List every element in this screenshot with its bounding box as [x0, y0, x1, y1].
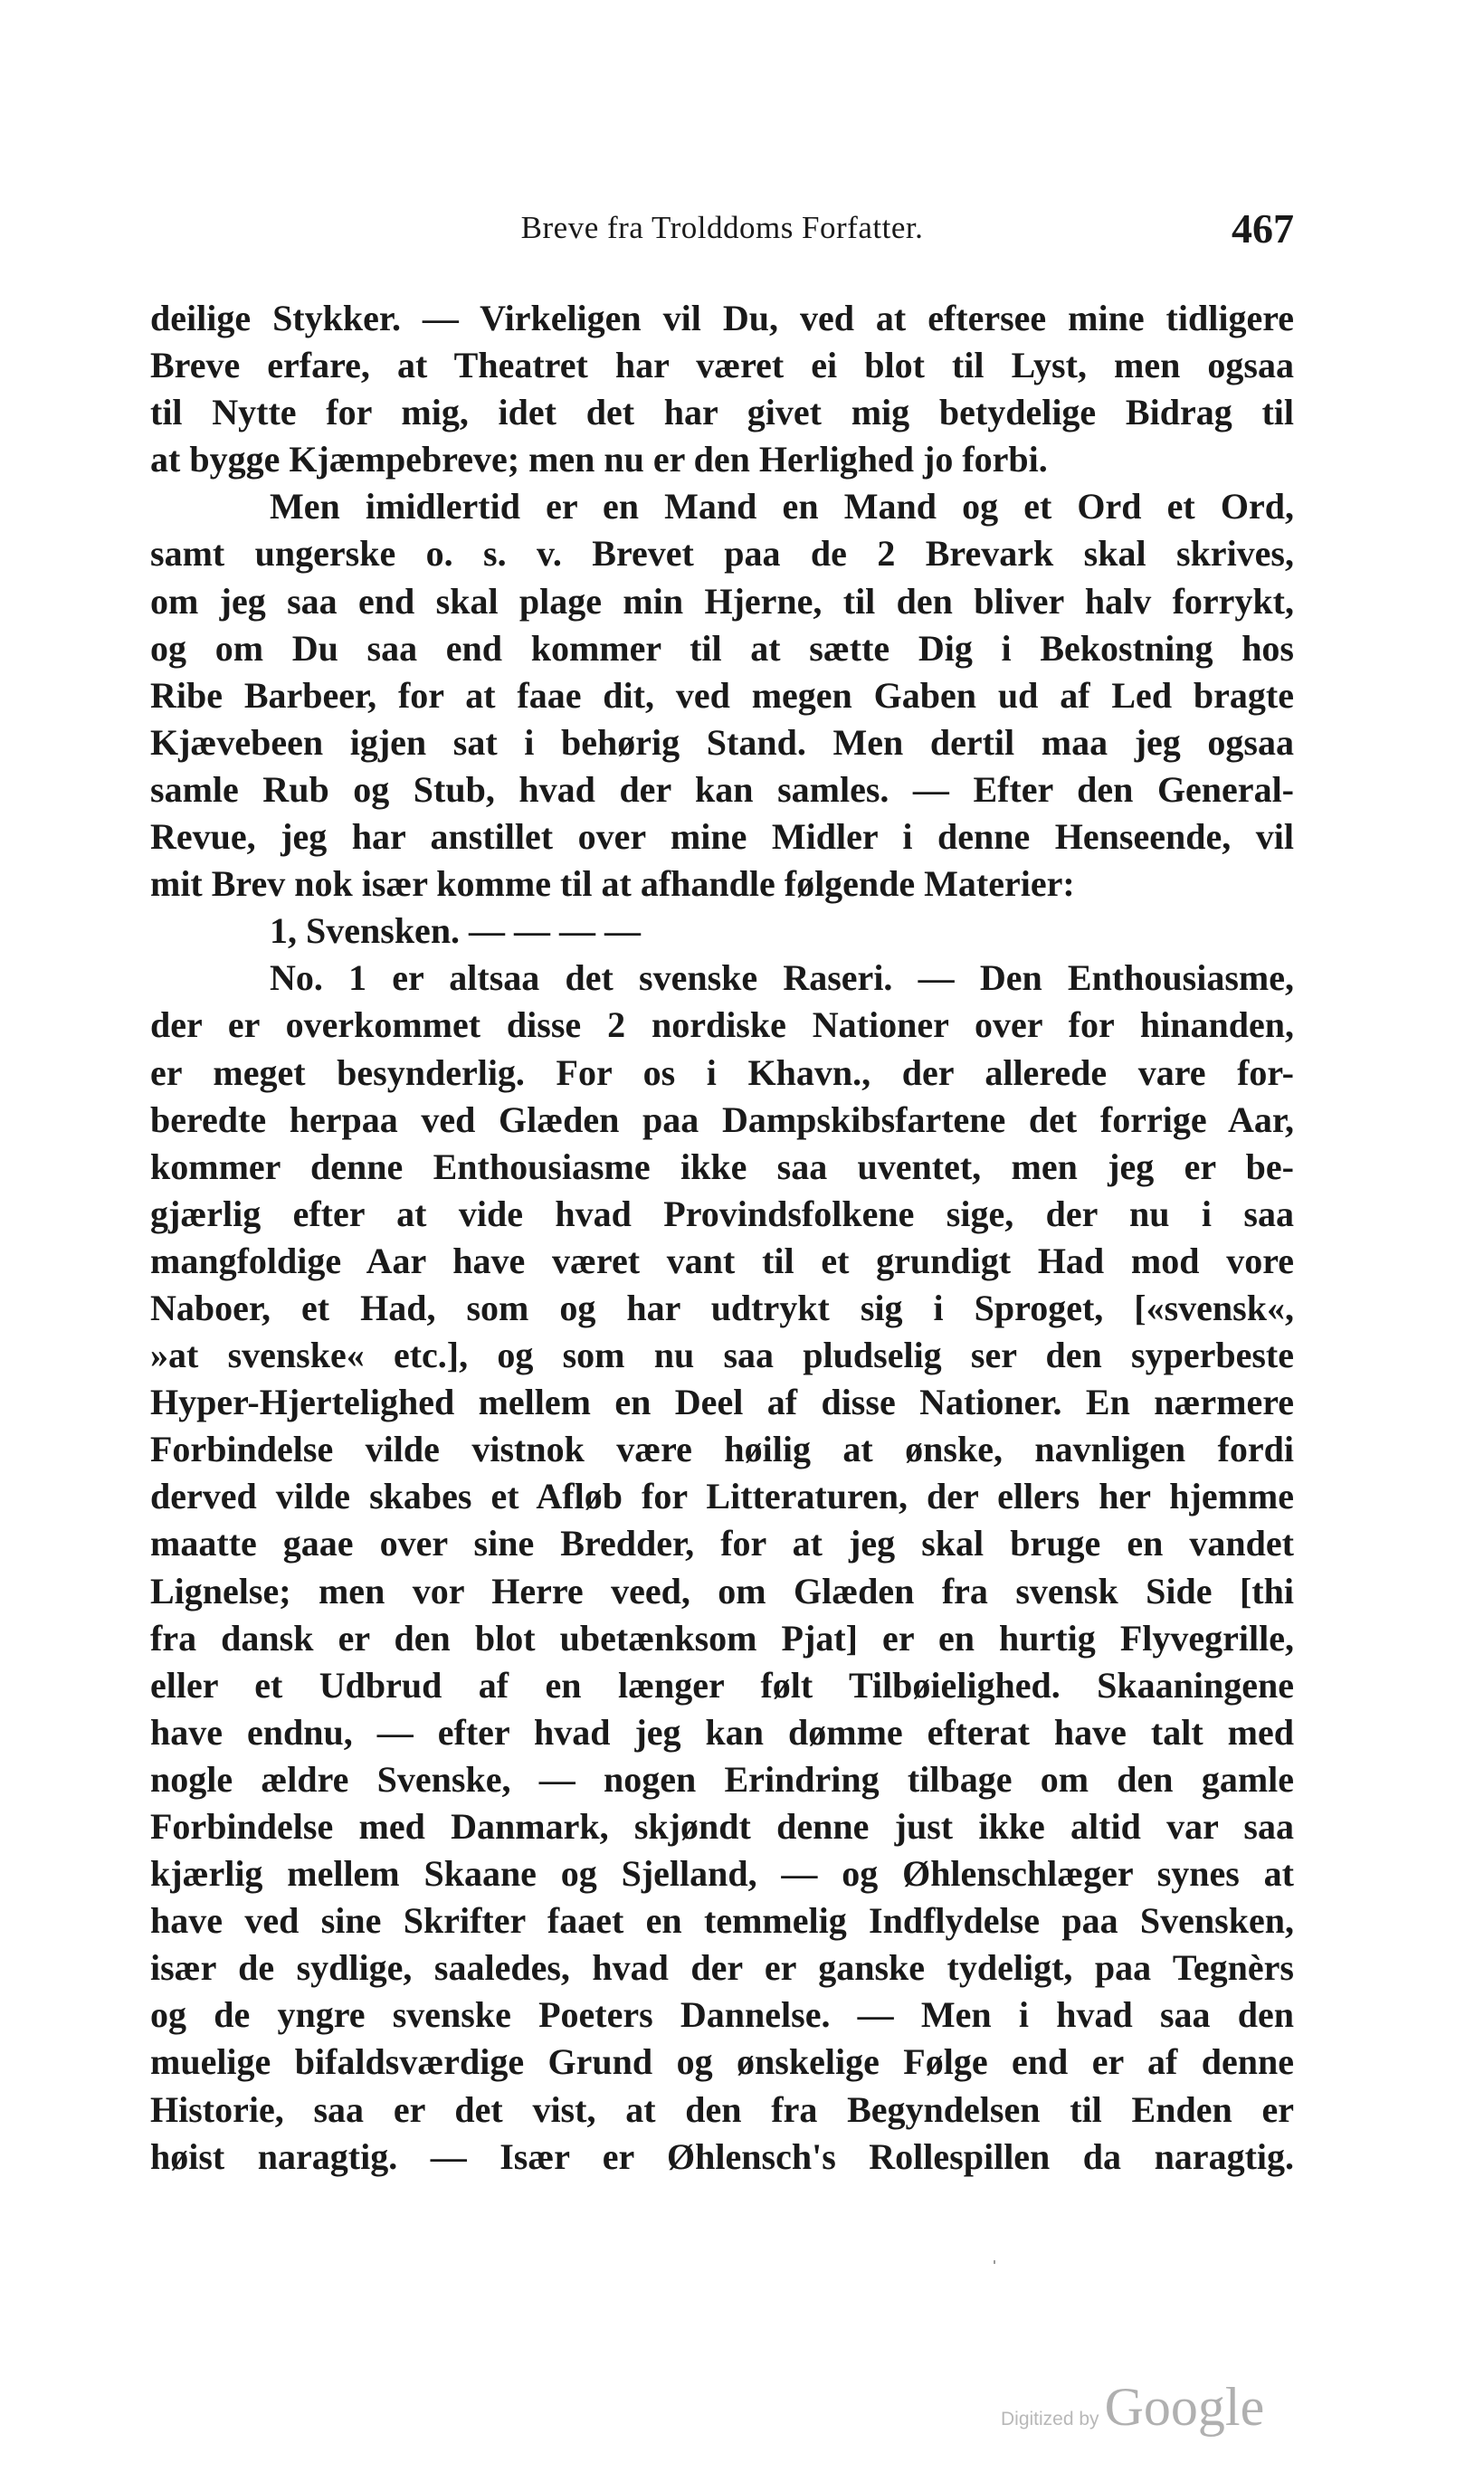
text-line: samle Rub og Stub, hvad der kan samles. — Efter den General-: [150, 768, 1294, 810]
running-header: [150, 205, 1294, 273]
text-line: nogle ældre Svenske, — nogen Erindring tilbage om den gamle: [150, 1758, 1294, 1800]
text-line: til Nytte for mig, idet det har givet mig betydelige Bidrag til: [150, 392, 1294, 433]
text-line: »at svenske« etc.], og som nu saa pludselig ser den syperbeste: [150, 1335, 1294, 1376]
text-line: at bygge Kjæmpebreve; men nu er den Herlighed jo forbi.: [150, 439, 1048, 480]
text-line: have endnu, — efter hvad jeg kan dømme efterat have talt med: [150, 1711, 1294, 1753]
text-line: Historie, saa er det vist, at den fra Begyndelsen til Enden er: [150, 2088, 1294, 2130]
text-line: kommer denne Enthousiasme ikke saa uventet, men jeg er be-: [150, 1146, 1294, 1187]
text-line: derved vilde skabes et Afløb for Litteraturen, der ellers her hjemme: [150, 1476, 1294, 1517]
text-line: Kjævebeen igjen sat i behørig Stand. Men dertil maa jeg ogsaa: [150, 721, 1294, 763]
text-line: beredte herpaa ved Glæden paa Dampskibsfartene det forrige Aar,: [150, 1098, 1294, 1140]
text-line: deilige Stykker. — Virkeligen vil Du, ved at eftersee mine tidligere: [150, 298, 1294, 338]
text-line: maatte gaae over sine Bredder, for at jeg skal bruge en vandet: [150, 1523, 1294, 1564]
text-line: Lignelse; men vor Herre veed, om Glæden fra svensk Side [thi: [150, 1570, 1294, 1612]
text-line: om jeg saa end skal plage min Hjerne, til den bliver halv forrykt,: [150, 580, 1294, 622]
text-line: Forbindelse med Danmark, skjøndt denne just ikke altid var saa: [150, 1806, 1294, 1847]
text-line: Ribe Barbeer, for at faae dit, ved megen Gaben ud af Led bragte: [150, 674, 1294, 716]
text-line: kjærlig mellem Skaane og Sjelland, — og Øhlenschlæger synes at: [150, 1853, 1294, 1895]
text-line: samt ungerske o. s. v. Brevet paa de 2 Brevark skal skrives,: [150, 533, 1294, 575]
text-line: fra dansk er den blot ubetænksom Pjat] er en hurtig Flyvegrille,: [150, 1617, 1294, 1659]
text-line: Hyper-Hjertelighed mellem en Deel af disse Nationer. En nærmere: [150, 1382, 1294, 1423]
text-line: der er overkommet disse 2 nordiske Nationer over for hinanden,: [150, 1004, 1294, 1046]
body-text: [150, 295, 1294, 2181]
text-line: 1, Svensken. — — — —: [270, 910, 642, 952]
text-line: gjærlig efter at vide hvad Provindsfolkene sige, der nu i saa: [150, 1193, 1294, 1234]
ink-speck: [994, 2260, 995, 2264]
text-line: mangfoldige Aar have været vant til et grundigt Had mod vore: [150, 1240, 1294, 1281]
text-line: og om Du saa end kommer til at sætte Dig i Bekostning hos: [150, 627, 1294, 669]
text-line: er meget besynderlig. For os i Khavn., der allerede vare for-: [150, 1051, 1294, 1093]
digitized-by-watermark: [1001, 2376, 1264, 2448]
digitized-by-label: Digitized by: [1001, 2409, 1099, 2429]
text-line: Naboer, et Had, som og har udtrykt sig i Sproget, [«svensk«,: [150, 1287, 1294, 1328]
text-line: og de yngre svenske Poeters Dannelse. — Men i hvad saa den: [150, 1994, 1294, 2036]
text-line: især de sydlige, saaledes, hvad der er ganske tydeligt, paa Tegnèrs: [150, 1947, 1294, 1989]
text-line: Forbindelse vilde vistnok være høilig at ønske, navnligen fordi: [150, 1429, 1294, 1470]
text-line: Revue, jeg har anstillet over mine Midler i denne Henseende, vil: [150, 816, 1294, 858]
text-line: have ved sine Skrifter faaet en temmelig Indflydelse paa Svensken,: [150, 1900, 1294, 1942]
google-logo: Google: [1104, 2377, 1265, 2437]
text-line: mit Brev nok især komme til at afhandle følgende Materier:: [150, 863, 1075, 905]
text-line: No. 1 er altsaa det svenske Raseri. — Den Enthousiasme,: [270, 957, 1294, 999]
text-line: Breve erfare, at Theatret har været ei blot til Lyst, men ogsaa: [150, 345, 1294, 386]
text-line: Men imidlertid er en Mand en Mand og et Ord et Ord,: [270, 486, 1294, 528]
text-line: eller et Udbrud af en længer følt Tilbøielighed. Skaaningene: [150, 1664, 1294, 1706]
running-title: Breve fra Trolddoms Forfatter.: [520, 210, 924, 245]
page-number: 467: [1232, 205, 1294, 252]
text-line: muelige bifaldsværdige Grund og ønskelige Følge end er af denne: [150, 2041, 1294, 2083]
text-line: høist naragtig. — Især er Øhlensch's Rollespillen da naragtig.: [150, 2135, 1294, 2177]
